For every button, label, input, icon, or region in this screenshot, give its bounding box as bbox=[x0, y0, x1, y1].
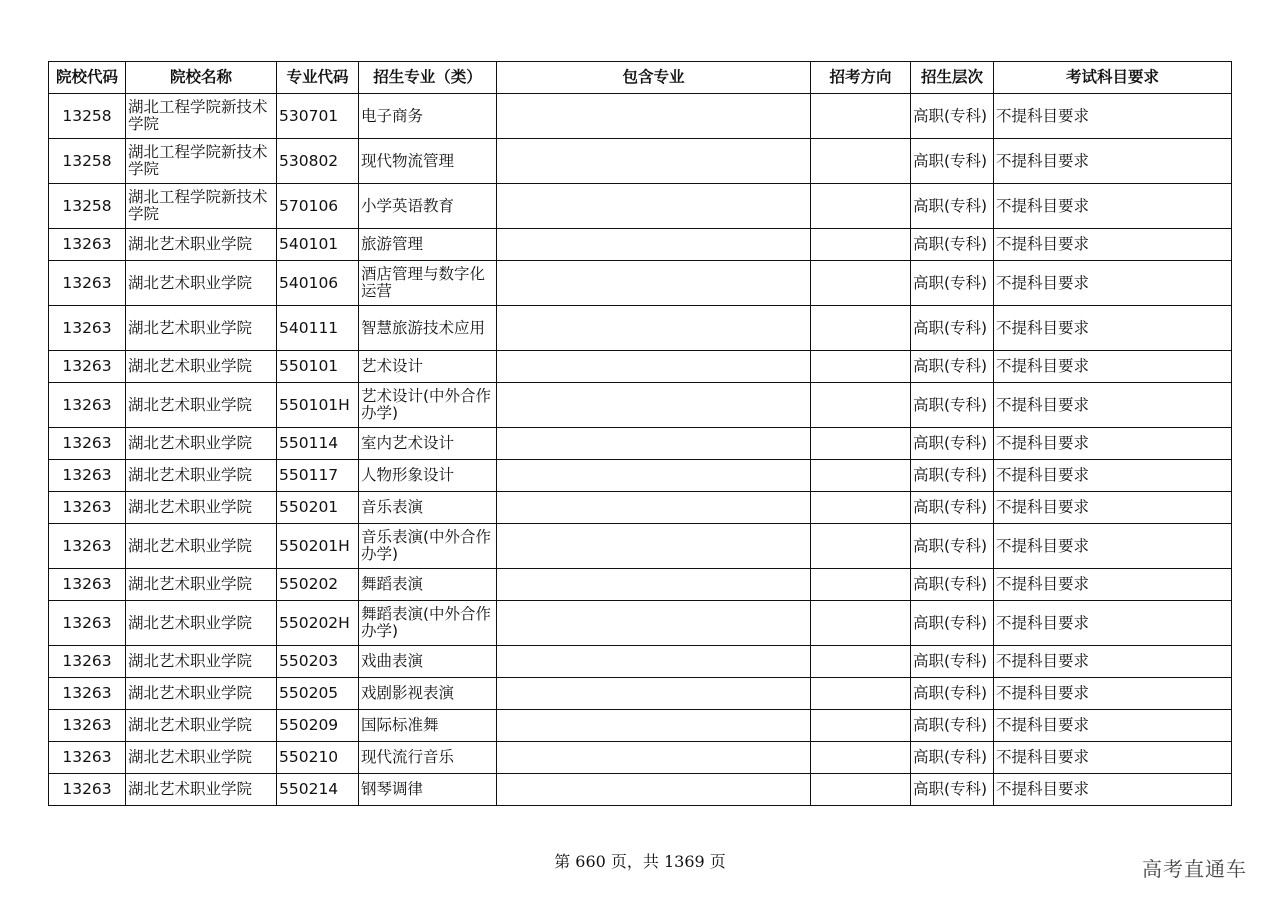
watermark: 高考直通车 bbox=[1142, 857, 1247, 881]
table-row bbox=[49, 646, 1232, 678]
school-name-cell: 湖北艺术职业学院 bbox=[126, 601, 277, 646]
school-name-cell: 湖北艺术职业学院 bbox=[126, 351, 277, 383]
school-code-cell: 13263 bbox=[49, 229, 126, 261]
direction-cell bbox=[811, 646, 911, 678]
subject-requirement-cell: 不提科目要求 bbox=[994, 646, 1232, 678]
level-cell: 高职(专科) bbox=[911, 678, 994, 710]
table-row bbox=[49, 710, 1232, 742]
subject-requirement-cell: 不提科目要求 bbox=[994, 742, 1232, 774]
school-name-cell: 湖北艺术职业学院 bbox=[126, 428, 277, 460]
included-majors-cell bbox=[497, 460, 811, 492]
level-cell: 高职(专科) bbox=[911, 569, 994, 601]
level-cell: 高职(专科) bbox=[911, 184, 994, 229]
direction-cell bbox=[811, 229, 911, 261]
major-code-cell: 550203 bbox=[277, 646, 359, 678]
major-code-cell: 550101H bbox=[277, 383, 359, 428]
direction-cell bbox=[811, 492, 911, 524]
school-name-cell: 湖北艺术职业学院 bbox=[126, 524, 277, 569]
table-row bbox=[49, 428, 1232, 460]
school-name-cell: 湖北艺术职业学院 bbox=[126, 678, 277, 710]
school-code-cell: 13258 bbox=[49, 139, 126, 184]
school-code-cell: 13263 bbox=[49, 428, 126, 460]
major-code-cell: 550202H bbox=[277, 601, 359, 646]
major-code-cell: 550210 bbox=[277, 742, 359, 774]
included-majors-cell bbox=[497, 524, 811, 569]
school-code-cell: 13263 bbox=[49, 742, 126, 774]
included-majors-cell bbox=[497, 646, 811, 678]
level-cell: 高职(专科) bbox=[911, 710, 994, 742]
included-majors-cell bbox=[497, 261, 811, 306]
table-row bbox=[49, 524, 1232, 569]
school-name-cell: 湖北艺术职业学院 bbox=[126, 492, 277, 524]
direction-cell bbox=[811, 428, 911, 460]
level-cell: 高职(专科) bbox=[911, 428, 994, 460]
table-row bbox=[49, 306, 1232, 351]
subject-requirement-cell: 不提科目要求 bbox=[994, 524, 1232, 569]
included-majors-cell bbox=[497, 139, 811, 184]
included-majors-cell bbox=[497, 184, 811, 229]
subject-requirement-cell: 不提科目要求 bbox=[994, 306, 1232, 351]
header-direction: 招考方向 bbox=[811, 62, 911, 94]
subject-requirement-cell: 不提科目要求 bbox=[994, 94, 1232, 139]
major-code-cell: 550114 bbox=[277, 428, 359, 460]
school-name-cell: 湖北艺术职业学院 bbox=[126, 229, 277, 261]
major-code-cell: 530701 bbox=[277, 94, 359, 139]
table-row bbox=[49, 492, 1232, 524]
included-majors-cell bbox=[497, 742, 811, 774]
school-code-cell: 13263 bbox=[49, 351, 126, 383]
school-name-cell: 湖北艺术职业学院 bbox=[126, 742, 277, 774]
included-majors-cell bbox=[497, 94, 811, 139]
school-code-cell: 13263 bbox=[49, 569, 126, 601]
major-code-cell: 540101 bbox=[277, 229, 359, 261]
direction-cell bbox=[811, 524, 911, 569]
major-cell: 戏曲表演 bbox=[359, 646, 497, 678]
major-code-cell: 550201 bbox=[277, 492, 359, 524]
major-cell: 小学英语教育 bbox=[359, 184, 497, 229]
major-code-cell: 550202 bbox=[277, 569, 359, 601]
direction-cell bbox=[811, 261, 911, 306]
major-cell: 舞蹈表演 bbox=[359, 569, 497, 601]
major-code-cell: 530802 bbox=[277, 139, 359, 184]
major-cell: 音乐表演 bbox=[359, 492, 497, 524]
school-code-cell: 13258 bbox=[49, 94, 126, 139]
subject-requirement-cell: 不提科目要求 bbox=[994, 383, 1232, 428]
direction-cell bbox=[811, 774, 911, 806]
subject-requirement-cell: 不提科目要求 bbox=[994, 774, 1232, 806]
table-row bbox=[49, 261, 1232, 306]
direction-cell bbox=[811, 351, 911, 383]
table-row bbox=[49, 460, 1232, 492]
subject-requirement-cell: 不提科目要求 bbox=[994, 569, 1232, 601]
subject-requirement-cell: 不提科目要求 bbox=[994, 351, 1232, 383]
major-cell: 艺术设计(中外合作办学) bbox=[359, 383, 497, 428]
school-code-cell: 13263 bbox=[49, 710, 126, 742]
major-cell: 现代流行音乐 bbox=[359, 742, 497, 774]
table-row bbox=[49, 229, 1232, 261]
major-cell: 戏剧影视表演 bbox=[359, 678, 497, 710]
level-cell: 高职(专科) bbox=[911, 306, 994, 351]
subject-requirement-cell: 不提科目要求 bbox=[994, 229, 1232, 261]
school-name-cell: 湖北工程学院新技术学院 bbox=[126, 184, 277, 229]
major-cell: 智慧旅游技术应用 bbox=[359, 306, 497, 351]
table-row bbox=[49, 139, 1232, 184]
school-code-cell: 13263 bbox=[49, 460, 126, 492]
school-name-cell: 湖北艺术职业学院 bbox=[126, 460, 277, 492]
direction-cell bbox=[811, 306, 911, 351]
level-cell: 高职(专科) bbox=[911, 229, 994, 261]
subject-requirement-cell: 不提科目要求 bbox=[994, 678, 1232, 710]
table-row bbox=[49, 569, 1232, 601]
school-name-cell: 湖北工程学院新技术学院 bbox=[126, 139, 277, 184]
level-cell: 高职(专科) bbox=[911, 460, 994, 492]
direction-cell bbox=[811, 601, 911, 646]
header-subject-requirement: 考试科目要求 bbox=[994, 62, 1232, 94]
table-row bbox=[49, 383, 1232, 428]
direction-cell bbox=[811, 139, 911, 184]
header-school-name: 院校名称 bbox=[126, 62, 277, 94]
major-cell: 人物形象设计 bbox=[359, 460, 497, 492]
major-cell: 舞蹈表演(中外合作办学) bbox=[359, 601, 497, 646]
school-code-cell: 13263 bbox=[49, 261, 126, 306]
major-code-cell: 570106 bbox=[277, 184, 359, 229]
school-code-cell: 13263 bbox=[49, 646, 126, 678]
included-majors-cell bbox=[497, 351, 811, 383]
included-majors-cell bbox=[497, 306, 811, 351]
table-row bbox=[49, 774, 1232, 806]
level-cell: 高职(专科) bbox=[911, 742, 994, 774]
school-name-cell: 湖北艺术职业学院 bbox=[126, 306, 277, 351]
direction-cell bbox=[811, 742, 911, 774]
direction-cell bbox=[811, 94, 911, 139]
table-row bbox=[49, 601, 1232, 646]
included-majors-cell bbox=[497, 428, 811, 460]
school-name-cell: 湖北艺术职业学院 bbox=[126, 774, 277, 806]
major-code-cell: 540106 bbox=[277, 261, 359, 306]
table-row bbox=[49, 94, 1232, 139]
header-major: 招生专业（类） bbox=[359, 62, 497, 94]
included-majors-cell bbox=[497, 383, 811, 428]
direction-cell bbox=[811, 383, 911, 428]
subject-requirement-cell: 不提科目要求 bbox=[994, 184, 1232, 229]
subject-requirement-cell: 不提科目要求 bbox=[994, 710, 1232, 742]
school-name-cell: 湖北艺术职业学院 bbox=[126, 710, 277, 742]
major-code-cell: 550117 bbox=[277, 460, 359, 492]
major-code-cell: 540111 bbox=[277, 306, 359, 351]
school-code-cell: 13263 bbox=[49, 524, 126, 569]
major-cell: 国际标准舞 bbox=[359, 710, 497, 742]
level-cell: 高职(专科) bbox=[911, 492, 994, 524]
major-code-cell: 550214 bbox=[277, 774, 359, 806]
major-cell: 室内艺术设计 bbox=[359, 428, 497, 460]
table-row bbox=[49, 678, 1232, 710]
school-code-cell: 13263 bbox=[49, 492, 126, 524]
level-cell: 高职(专科) bbox=[911, 774, 994, 806]
school-code-cell: 13263 bbox=[49, 774, 126, 806]
direction-cell bbox=[811, 678, 911, 710]
table-row bbox=[49, 351, 1232, 383]
level-cell: 高职(专科) bbox=[911, 646, 994, 678]
major-cell: 钢琴调律 bbox=[359, 774, 497, 806]
direction-cell bbox=[811, 569, 911, 601]
major-cell: 电子商务 bbox=[359, 94, 497, 139]
level-cell: 高职(专科) bbox=[911, 139, 994, 184]
admissions-table bbox=[48, 61, 1232, 806]
level-cell: 高职(专科) bbox=[911, 261, 994, 306]
major-cell: 音乐表演(中外合作办学) bbox=[359, 524, 497, 569]
school-name-cell: 湖北艺术职业学院 bbox=[126, 646, 277, 678]
included-majors-cell bbox=[497, 569, 811, 601]
school-code-cell: 13263 bbox=[49, 678, 126, 710]
included-majors-cell bbox=[497, 774, 811, 806]
major-cell: 酒店管理与数字化运营 bbox=[359, 261, 497, 306]
school-code-cell: 13258 bbox=[49, 184, 126, 229]
direction-cell bbox=[811, 460, 911, 492]
subject-requirement-cell: 不提科目要求 bbox=[994, 428, 1232, 460]
subject-requirement-cell: 不提科目要求 bbox=[994, 601, 1232, 646]
table-row bbox=[49, 184, 1232, 229]
level-cell: 高职(专科) bbox=[911, 94, 994, 139]
included-majors-cell bbox=[497, 229, 811, 261]
major-code-cell: 550205 bbox=[277, 678, 359, 710]
header-level: 招生层次 bbox=[911, 62, 994, 94]
school-code-cell: 13263 bbox=[49, 306, 126, 351]
included-majors-cell bbox=[497, 492, 811, 524]
direction-cell bbox=[811, 184, 911, 229]
table-row bbox=[49, 742, 1232, 774]
major-cell: 艺术设计 bbox=[359, 351, 497, 383]
school-name-cell: 湖北艺术职业学院 bbox=[126, 261, 277, 306]
included-majors-cell bbox=[497, 601, 811, 646]
level-cell: 高职(专科) bbox=[911, 351, 994, 383]
subject-requirement-cell: 不提科目要求 bbox=[994, 492, 1232, 524]
school-name-cell: 湖北工程学院新技术学院 bbox=[126, 94, 277, 139]
subject-requirement-cell: 不提科目要求 bbox=[994, 460, 1232, 492]
level-cell: 高职(专科) bbox=[911, 383, 994, 428]
header-major-code: 专业代码 bbox=[277, 62, 359, 94]
table-header-row bbox=[49, 62, 1232, 94]
included-majors-cell bbox=[497, 710, 811, 742]
direction-cell bbox=[811, 710, 911, 742]
major-code-cell: 550201H bbox=[277, 524, 359, 569]
subject-requirement-cell: 不提科目要求 bbox=[994, 261, 1232, 306]
level-cell: 高职(专科) bbox=[911, 524, 994, 569]
major-cell: 旅游管理 bbox=[359, 229, 497, 261]
school-name-cell: 湖北艺术职业学院 bbox=[126, 569, 277, 601]
school-code-cell: 13263 bbox=[49, 383, 126, 428]
major-code-cell: 550209 bbox=[277, 710, 359, 742]
page-number: 第 660 页，共 1369 页 bbox=[554, 852, 726, 871]
subject-requirement-cell: 不提科目要求 bbox=[994, 139, 1232, 184]
major-code-cell: 550101 bbox=[277, 351, 359, 383]
level-cell: 高职(专科) bbox=[911, 601, 994, 646]
header-school-code: 院校代码 bbox=[49, 62, 126, 94]
header-included-majors: 包含专业 bbox=[497, 62, 811, 94]
included-majors-cell bbox=[497, 678, 811, 710]
school-code-cell: 13263 bbox=[49, 601, 126, 646]
school-name-cell: 湖北艺术职业学院 bbox=[126, 383, 277, 428]
major-cell: 现代物流管理 bbox=[359, 139, 497, 184]
